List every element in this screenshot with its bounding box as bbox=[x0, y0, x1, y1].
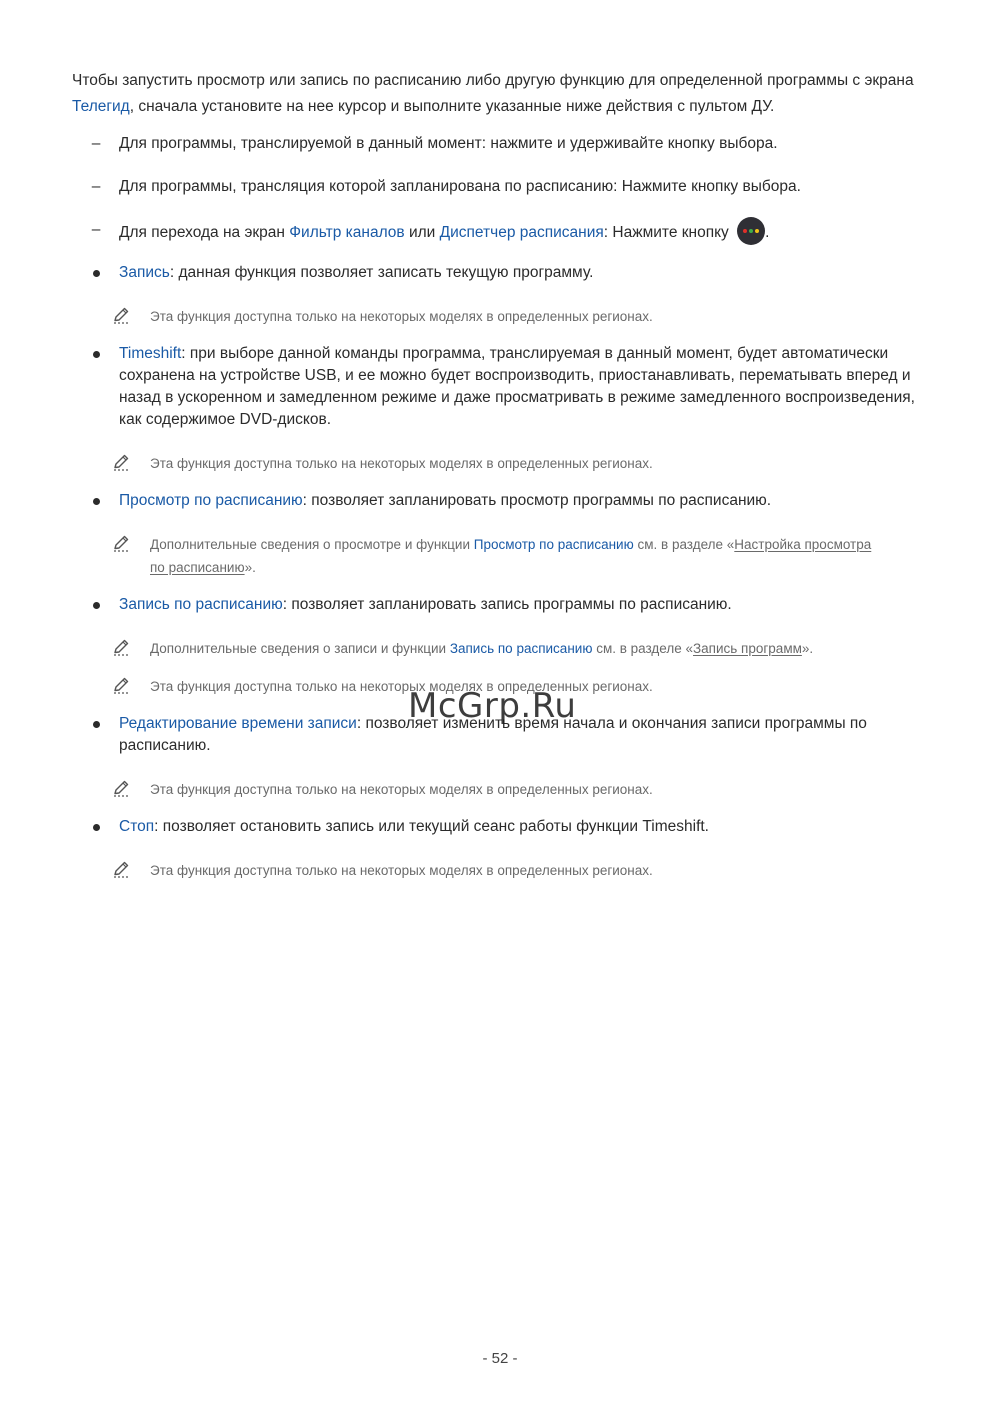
dash-item-prefix: Для перехода на экран bbox=[119, 224, 290, 242]
scheduled-view-section-link[interactable]: Настройка просмотра по расписанию bbox=[150, 537, 872, 575]
bullet-dot bbox=[86, 490, 106, 505]
tv-guide-link: Телегид bbox=[72, 98, 130, 115]
note-prefix: Дополнительные сведения о записи и функции bbox=[150, 641, 450, 656]
note-end: ». bbox=[801, 641, 814, 656]
bullet-description: : позволяет запланировать просмотр программы по расписанию. bbox=[302, 492, 772, 509]
bullet-dot bbox=[86, 594, 106, 609]
note-end: ». bbox=[244, 560, 256, 575]
bullet-term: Просмотр по расписанию bbox=[119, 492, 303, 509]
bullet-description: : позволяет запланировать запись программы по расписанию. bbox=[282, 596, 732, 613]
bullet-text bbox=[119, 262, 929, 284]
bullet-text bbox=[119, 490, 929, 512]
note-text: Эта функция доступна только на некоторых моделях в определенных регионах. bbox=[150, 309, 653, 324]
note-mid: см. в разделе « bbox=[592, 641, 693, 656]
pencil-note-icon bbox=[112, 676, 130, 694]
scheduled-view-term: Просмотр по расписанию bbox=[473, 537, 634, 552]
color-button-icon bbox=[737, 217, 765, 245]
record-programs-section-link[interactable]: Запись программ bbox=[693, 641, 802, 656]
dash-item-suffix: : Нажмите кнопку bbox=[603, 224, 734, 242]
dash-item-mid: или bbox=[404, 224, 440, 242]
bullet-dot bbox=[86, 713, 106, 728]
bullet-description: : при выборе данной команды программа, транслируемая в данный момент, будет автоматически сохранена на устройстве USB, и ее можно будет воспроизводить, приостанавливать, перематывать вперед и назад в ускоренном и замедленном режиме и даже просматривать в режиме замедленного воспроизведения, как содержимое DVD-дисков. bbox=[119, 345, 915, 428]
watermark: McGrp.Ru bbox=[408, 686, 577, 726]
dash-item-end: . bbox=[765, 224, 770, 242]
bullet-text bbox=[119, 343, 929, 431]
note-text: Эта функция доступна только на некоторых моделях в определенных регионах. bbox=[150, 782, 653, 797]
bullet-dot bbox=[86, 816, 106, 831]
dash-marker: – bbox=[91, 178, 101, 195]
bullet-term: Редактирование времени записи bbox=[119, 715, 357, 732]
bullet-text bbox=[119, 816, 929, 838]
bullet-description: : позволяет остановить запись или текущий сеанс работы функции Timeshift. bbox=[154, 818, 709, 835]
bullet-term: Стоп bbox=[119, 818, 155, 835]
note-text: Эта функция доступна только на некоторых моделях в определенных регионах. bbox=[150, 456, 653, 471]
pencil-note-icon bbox=[112, 860, 130, 878]
channel-filter-link: Фильтр каналов bbox=[289, 224, 405, 242]
pencil-note-icon bbox=[112, 306, 130, 324]
dash-marker: – bbox=[91, 135, 101, 152]
bullet-dot bbox=[86, 343, 106, 358]
dash-item-text bbox=[119, 219, 929, 247]
intro-paragraph bbox=[72, 68, 932, 120]
bullet-term: Запись по расписанию bbox=[119, 596, 283, 613]
intro-text-part2: , сначала установите на нее курсор и выполните указанные ниже действия с пультом ДУ. bbox=[129, 98, 775, 115]
note-prefix: Дополнительные сведения о просмотре и функции bbox=[150, 537, 474, 552]
bullet-term: Timeshift bbox=[119, 345, 182, 362]
bullet-text bbox=[119, 594, 929, 616]
bullet-description: : позволяет изменить время начала и окончания записи программы по расписанию. bbox=[119, 715, 867, 754]
pencil-note-icon bbox=[112, 638, 130, 656]
pencil-note-icon bbox=[112, 453, 130, 471]
pencil-note-icon bbox=[112, 534, 130, 552]
note-text: Эта функция доступна только на некоторых моделях в определенных регионах. bbox=[150, 863, 653, 878]
dash-marker: – bbox=[91, 221, 101, 238]
note-mid: см. в разделе « bbox=[633, 537, 735, 552]
schedule-manager-link: Диспетчер расписания bbox=[439, 224, 604, 242]
note-text bbox=[150, 533, 880, 579]
bullet-dot bbox=[86, 262, 106, 277]
bullet-description: : данная функция позволяет записать текущую программу. bbox=[169, 264, 594, 281]
note-text bbox=[150, 637, 920, 660]
intro-text-part1: Чтобы запустить просмотр или запись по расписанию либо другую функцию для определенной программы с экрана bbox=[72, 72, 914, 89]
dash-item-text: Для программы, трансляция которой запланирована по расписанию: Нажмите кнопку выбора. bbox=[119, 178, 801, 195]
pencil-note-icon bbox=[112, 779, 130, 797]
page-number: - 52 - bbox=[482, 1350, 518, 1367]
bullet-term: Запись bbox=[119, 264, 170, 281]
dash-item-text: Для программы, транслируемой в данный момент: нажмите и удерживайте кнопку выбора. bbox=[119, 135, 778, 152]
scheduled-record-term: Запись по расписанию bbox=[449, 641, 593, 656]
note-text: Эта функция доступна только на некоторых моделях в определенных регионах. bbox=[150, 679, 653, 694]
